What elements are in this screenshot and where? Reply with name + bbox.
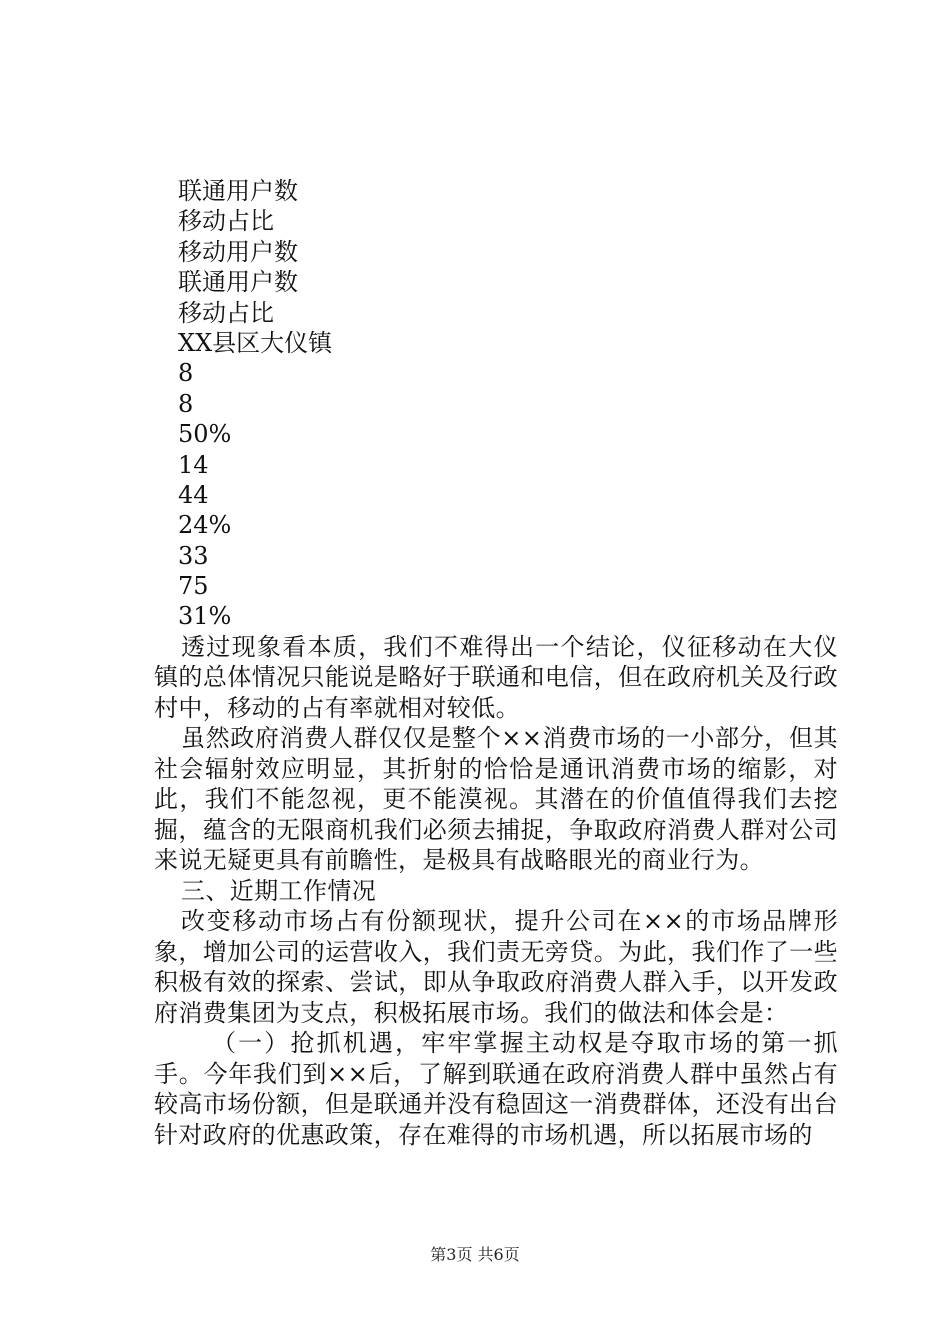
list-item: 移动占比 — [178, 207, 274, 236]
list-item: 31% — [178, 602, 232, 631]
list-item: 联通用户数 — [178, 177, 298, 205]
data-list — [178, 176, 838, 632]
list-item: 移动用户数 — [178, 237, 298, 266]
list-item: 8 — [178, 359, 194, 388]
page-number-footer: 第3页 共6页 — [430, 1245, 520, 1264]
list-item: 24% — [178, 511, 232, 540]
list-item: 50% — [178, 420, 232, 449]
document-body — [154, 176, 838, 1150]
paragraph-recent-work: 改变移动市场占有份额现状，提升公司在××的市场品牌形象，增加公司的运营收入，我们责无旁贷。为此，我们作了一些积极有效的探索、尝试，即从争取政府消费人群入手，以开发政府消费集团为支点，积极拓展市场。我们的做法和体会是： — [154, 907, 838, 1027]
paragraph-seize-opportunity: （一）抢抓机遇，牢牢掌握主动权是夺取市场的第一抓手。今年我们到××后，了解到联通在政府消费人群中虽然占有较高市场份额，但是联通并没有稳固这一消费群体，还没有出台针对政府的优惠政策，存在难得的市场机遇，所以拓展市场的 — [154, 1029, 838, 1149]
section-heading: 三、近期工作情况 — [181, 876, 377, 905]
list-item: 14 — [178, 450, 209, 479]
list-item: 8 — [178, 389, 194, 418]
list-item: 移动占比 — [178, 298, 274, 327]
paragraph-conclusion: 透过现象看本质，我们不难得出一个结论，仪征移动在大仪镇的总体情况只能说是略好于联通和电信，但在政府机关及行政村中，移动的占有率就相对较低。 — [154, 632, 838, 722]
list-item: XX县区大仪镇 — [178, 328, 333, 357]
list-item: 联通用户数 — [178, 268, 298, 297]
list-item: 75 — [178, 572, 209, 601]
list-item: 44 — [178, 480, 209, 509]
paragraph-government-market: 虽然政府消费人群仅仅是整个××消费市场的一小部分，但其社会辐射效应明显，其折射的恰恰是通讯消费市场的缩影，对此，我们不能忽视，更不能漠视。其潜在的价值值得我们去挖掘，蕴含的无限商机我们必须去捕捉，争取政府消费人群对公司来说无疑更具有前瞻性，是极具有战略眼光的商业行为。 — [154, 724, 838, 875]
list-item: 33 — [178, 541, 209, 570]
